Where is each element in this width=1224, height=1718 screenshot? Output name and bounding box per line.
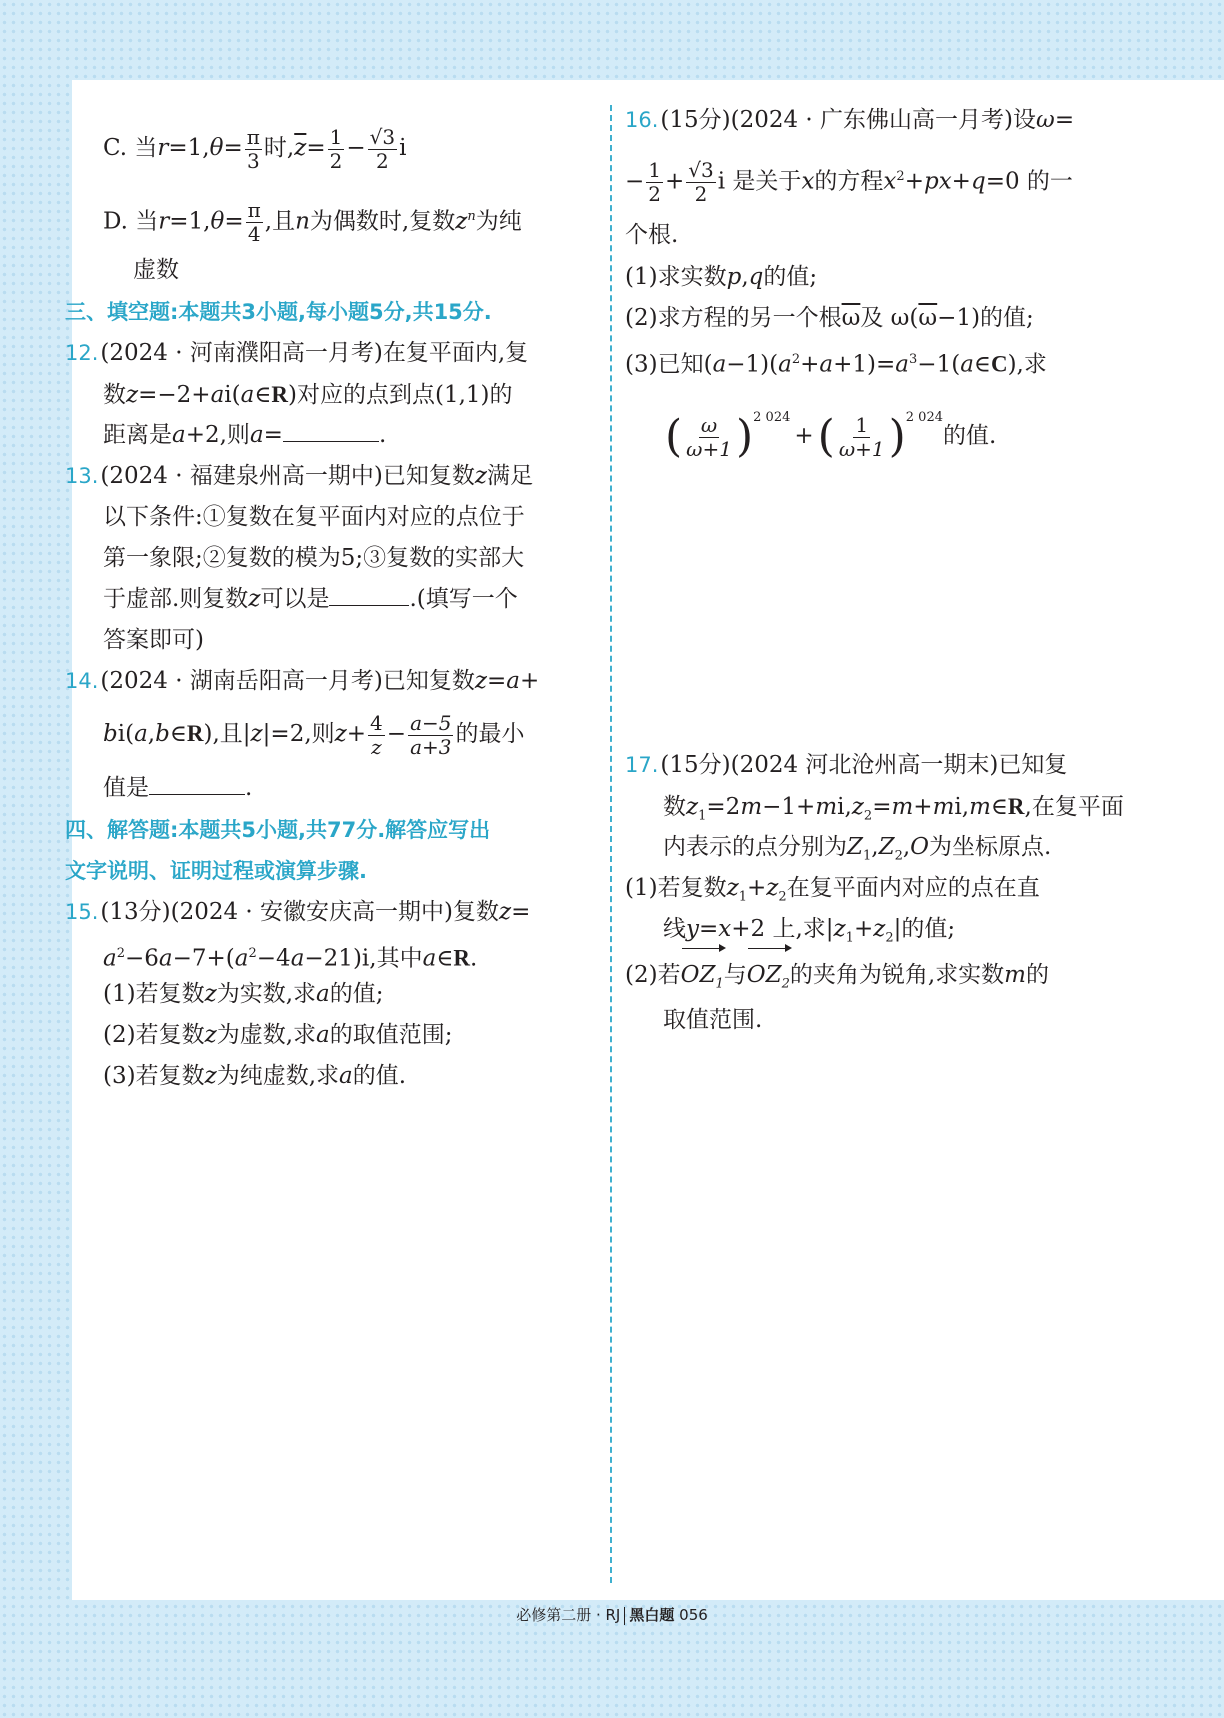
fraction-sqrt3-over-2: $\frac{√3}{2}$ [369,124,396,173]
vector-oz1: $OZ_1$ [681,950,724,1010]
answer-blank[interactable] [149,774,245,795]
fraction-sqrt3-over-2: $\frac{√3}{2}$ [688,158,714,207]
fraction-one-half: $\frac{1}{2}$ [648,158,662,207]
section-4-header: 四、解答题:本题共5小题,共77分.解答应写出 文字说明、证明过程或演算步骤. [65,818,491,883]
question-15: 15.(13分)(2024 · 安徽安庆高一期中)复数z= $a^2-6a-7+(a^2-4a-21)i$,其中a∈R. (1)若复数z为实数,求a的值; (2)若复数z为虚数,求a的取值范围; (3)若复数z为纯虚数,求a的值. [65,899,531,1089]
book-label: 必修第二册 · RJ [516,1606,621,1624]
expression: ( $\frac{\omega}{\omega+1}$ )$^{2 024}$+( $\frac{1}{\omega+1}$ )$^{2 024}$的值. [665,410,997,462]
fraction-pi-over-3: $\frac{\pi}{3}$ [246,124,260,173]
answer-blank[interactable] [283,421,379,442]
left-column [65,118,598,1097]
fraction-one-half: $\frac{1}{2}$ [329,124,343,173]
page-footer [0,1604,1224,1625]
footer-separator [624,1607,625,1625]
column-divider [610,105,612,1583]
question-number: 14. [65,669,99,693]
right-column [625,100,1125,1033]
section-3-header: 三、填空题:本题共3小题,每小题5分,共15分. [65,300,492,324]
question-number: 12. [65,341,99,365]
answer-blank[interactable] [329,585,409,606]
question-number: 15. [65,900,99,924]
fraction-pi-over-4: $\frac{\pi}{4}$ [247,198,261,247]
question-number: 13. [65,464,99,488]
question-16: 16.(15分)(2024 · 广东佛山高一月考)设ω= − $\frac{1}{2}$ + $\frac{√3}{2}$ i 是关于x的方程$x^2+px+q=0$ 的一 个根. (1)求实数p,q的值; (2)求方程的另一个根$\overline{\omega}$及 $\omega(\overline{\omega}-1)$的值; (3)已知$(a-1)(a^2+a+1)=a^3-1(a\in C)$,求 ( $\frac{\omega}{\omega+1}$ )$^{2 024}$+( $\frac{1}{\omega+1}$ )$^{2 024}$的值. [625,100,1125,456]
question-14: 14.(2024 · 湖南岳阳高一月考)已知复数z=a+ bi(a,b∈R),且|z|=2,则z+ $\frac{4}{z}$ − $\frac{a-5}{a+3}$ 的最小 值是 . [65,668,540,801]
question-12: 12.(2024 · 河南濮阳高一月考)在复平面内,复 数z=−2+ai(a∈R)对应的点到点(1,1)的 距离是a+2,则a= . [65,340,529,448]
fraction-omega-over-omega-plus-1: $\frac{\omega}{\omega+1}$ [686,412,732,461]
series-label: 黑白题 [629,1606,675,1624]
option-c: C. 当r=1,θ= $\frac{\pi}{3}$ 时$,\overline{z}=$ $\frac{1}{2}$ − $\frac{√3}{2}$ i [103,124,407,173]
fraction-one-over-omega-plus-1: $\frac{1}{\omega+1}$ [838,412,885,461]
option-d: D. 当r=1,θ= $\frac{\pi}{4}$ ,且n为偶数时,复数$z^n$为纯 [103,198,522,247]
page-number: 056 [679,1606,708,1624]
fraction-4-over-z: $\frac{4}{z}$ [370,710,383,759]
question-number: 16. [625,108,659,132]
question-17: 17.(15分)(2024 河北沧州高一期末)已知复 数$z_1=2m-1+mi,z_2=m+mi,m\in R$,在复平面 内表示的点分别为$Z_1,Z_2,O$为坐标原点. (1)若复数$z_1+z_2$在复平面内对应的点在直 线y=x+2 上,求$|z_1+z_2|$的值; (2)若$OZ_1$与$OZ_2$的夹角为锐角,求实数m的 取值范围. [625,752,1124,1033]
fraction-a-minus-5-over-a-plus-3: $\frac{a-5}{a+3}$ [410,710,452,759]
option-d-line2: 虚数 [133,257,179,283]
question-13: 13.(2024 · 福建泉州高一期中)已知复数z满足 以下条件:①复数在复平面内对应的点位于 第一象限;②复数的模为5;③复数的实部大 于虚部.则复数z可以是 .(填写一个 答案即可) [65,463,533,653]
vector-oz2: $OZ_2$ [747,950,790,1010]
question-number: 17. [625,753,659,777]
